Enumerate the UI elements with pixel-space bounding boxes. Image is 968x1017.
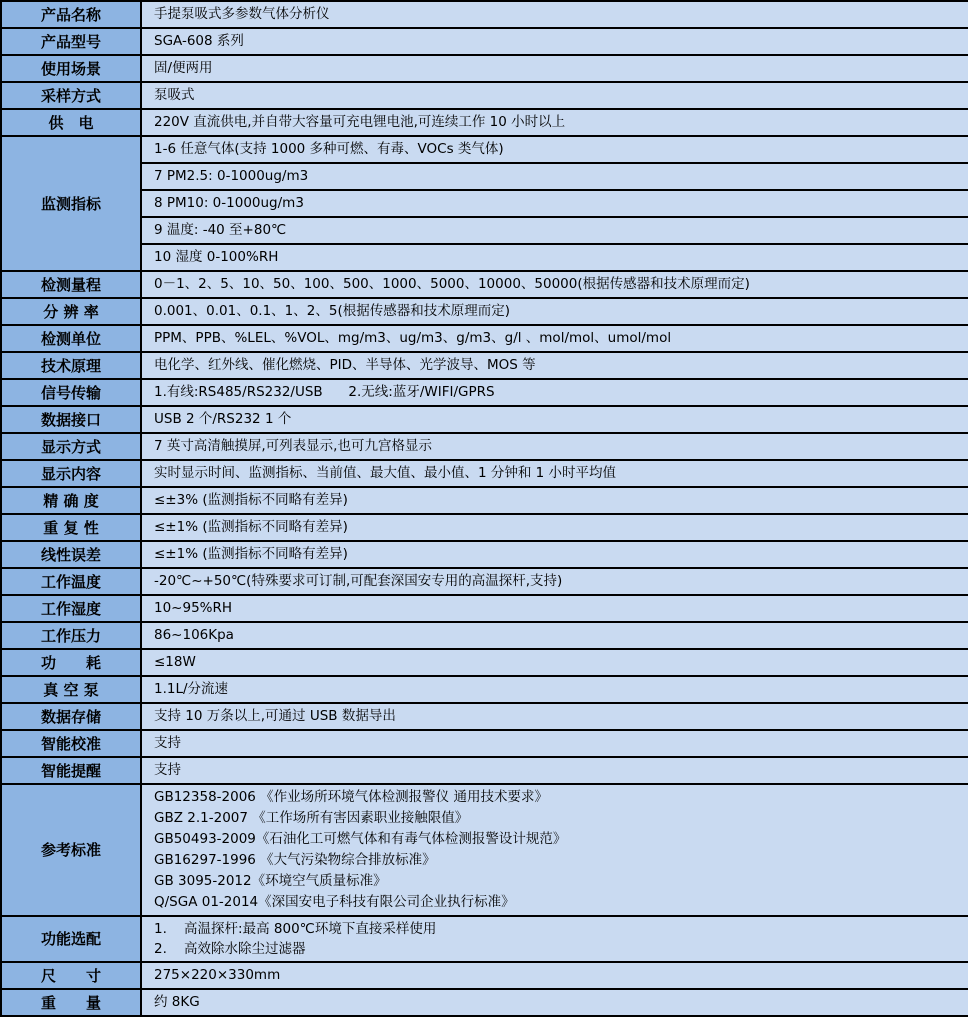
spec-label: 功 耗 — [1, 649, 141, 676]
spec-value-line: 2. 高效除水除尘过滤器 — [154, 941, 306, 957]
table-row — [1, 989, 968, 1016]
spec-value: ≤18W — [141, 649, 968, 676]
spec-value-line: 1. 高温探杆:最高 800℃环境下直接采样使用 — [154, 921, 437, 937]
spec-label: 检测单位 — [1, 325, 141, 352]
table-row — [1, 271, 968, 298]
spec-value: USB 2 个/RS232 1 个 — [141, 406, 968, 433]
spec-value-line: GB50493-2009《石油化工可燃气体和有毒气体检测报警设计规范》 — [154, 831, 567, 847]
spec-value: 泵吸式 — [141, 82, 968, 109]
table-row — [1, 622, 968, 649]
spec-value: 1.1L/分流速 — [141, 676, 968, 703]
spec-label: 工作湿度 — [1, 595, 141, 622]
spec-value: 支持 — [141, 757, 968, 784]
spec-value: 电化学、红外线、催化燃烧、PID、半导体、光学波导、MOS 等 — [141, 352, 968, 379]
spec-label: 分 辨 率 — [1, 298, 141, 325]
spec-label: 检测量程 — [1, 271, 141, 298]
spec-label: 产品名称 — [1, 1, 141, 28]
spec-value: 0－1、2、5、10、50、100、500、1000、5000、10000、50000(根据传感器和技术原理而定) — [141, 271, 968, 298]
table-row — [1, 298, 968, 325]
table-row — [1, 487, 968, 514]
table-row — [1, 962, 968, 989]
spec-label: 供 电 — [1, 109, 141, 136]
spec-label: 参考标准 — [1, 784, 141, 916]
spec-value-line: GB12358-2006 《作业场所环境气体检测报警仪 通用技术要求》 — [154, 789, 548, 805]
spec-label: 数据接口 — [1, 406, 141, 433]
table-row — [1, 136, 968, 163]
table-row — [1, 676, 968, 703]
spec-value: 7 英寸高清触摸屏,可列表显示,也可九宫格显示 — [141, 433, 968, 460]
table-row — [1, 784, 968, 916]
table-row — [1, 82, 968, 109]
spec-value: 9 温度: -40 至+80℃ — [141, 217, 968, 244]
spec-value-line: GB 3095-2012《环境空气质量标准》 — [154, 873, 387, 889]
spec-label: 智能提醒 — [1, 757, 141, 784]
spec-label: 重 量 — [1, 989, 141, 1016]
table-row — [1, 757, 968, 784]
spec-label: 显示方式 — [1, 433, 141, 460]
spec-value: 10~95%RH — [141, 595, 968, 622]
table-row — [1, 244, 968, 271]
spec-value: 支持 10 万条以上,可通过 USB 数据导出 — [141, 703, 968, 730]
spec-value: 1.有线:RS485/RS232/USB 2.无线:蓝牙/WIFI/GPRS — [141, 379, 968, 406]
table-row — [1, 1, 968, 28]
spec-value: 86~106Kpa — [141, 622, 968, 649]
table-row — [1, 163, 968, 190]
spec-value: 220V 直流供电,并自带大容量可充电锂电池,可连续工作 10 小时以上 — [141, 109, 968, 136]
spec-value: 8 PM10: 0-1000ug/m3 — [141, 190, 968, 217]
spec-label: 采样方式 — [1, 82, 141, 109]
spec-label: 真 空 泵 — [1, 676, 141, 703]
spec-value: ≤±3% (监测指标不同略有差异) — [141, 487, 968, 514]
table-row — [1, 28, 968, 55]
spec-value: SGA-608 系列 — [141, 28, 968, 55]
spec-label: 尺 寸 — [1, 962, 141, 989]
spec-label: 智能校准 — [1, 730, 141, 757]
table-row — [1, 379, 968, 406]
spec-value: 实时显示时间、监测指标、当前值、最大值、最小值、1 分钟和 1 小时平均值 — [141, 460, 968, 487]
spec-label: 技术原理 — [1, 352, 141, 379]
spec-value: -20℃~+50℃(特殊要求可订制,可配套深国安专用的高温探杆,支持) — [141, 568, 968, 595]
table-row — [1, 325, 968, 352]
spec-value: 手提泵吸式多参数气体分析仪 — [141, 1, 968, 28]
spec-value: ≤±1% (监测指标不同略有差异) — [141, 514, 968, 541]
spec-label: 显示内容 — [1, 460, 141, 487]
spec-value: 约 8KG — [141, 989, 968, 1016]
spec-label: 使用场景 — [1, 55, 141, 82]
table-row — [1, 703, 968, 730]
spec-value: 固/便两用 — [141, 55, 968, 82]
table-row — [1, 406, 968, 433]
spec-value: 1-6 任意气体(支持 1000 多种可燃、有毒、VOCs 类气体) — [141, 136, 968, 163]
table-row — [1, 649, 968, 676]
spec-label: 信号传输 — [1, 379, 141, 406]
table-row — [1, 514, 968, 541]
spec-value-line: Q/SGA 01-2014《深国安电子科技有限公司企业执行标准》 — [154, 894, 515, 910]
table-row — [1, 460, 968, 487]
spec-label: 数据存储 — [1, 703, 141, 730]
spec-value — [141, 916, 968, 962]
table-row — [1, 568, 968, 595]
spec-label: 工作压力 — [1, 622, 141, 649]
table-row — [1, 541, 968, 568]
spec-value: 支持 — [141, 730, 968, 757]
spec-label: 功能选配 — [1, 916, 141, 962]
table-row — [1, 190, 968, 217]
spec-value-line: GB16297-1996 《大气污染物综合排放标准》 — [154, 852, 436, 868]
spec-value: 10 湿度 0-100%RH — [141, 244, 968, 271]
spec-value: 275×220×330mm — [141, 962, 968, 989]
spec-label: 精 确 度 — [1, 487, 141, 514]
spec-label: 监测指标 — [1, 136, 141, 271]
table-row — [1, 217, 968, 244]
table-row — [1, 730, 968, 757]
table-row — [1, 433, 968, 460]
spec-value: 7 PM2.5: 0-1000ug/m3 — [141, 163, 968, 190]
spec-value — [141, 784, 968, 916]
table-row — [1, 55, 968, 82]
spec-value-line: GBZ 2.1-2007 《工作场所有害因素职业接触限值》 — [154, 810, 469, 826]
spec-label: 重 复 性 — [1, 514, 141, 541]
spec-value: ≤±1% (监测指标不同略有差异) — [141, 541, 968, 568]
spec-value: 0.001、0.01、0.1、1、2、5(根据传感器和技术原理而定) — [141, 298, 968, 325]
spec-label: 产品型号 — [1, 28, 141, 55]
spec-label: 工作温度 — [1, 568, 141, 595]
table-row — [1, 109, 968, 136]
table-row — [1, 595, 968, 622]
spec-table-body — [1, 1, 968, 1016]
spec-label: 线性误差 — [1, 541, 141, 568]
table-row — [1, 916, 968, 962]
table-row — [1, 352, 968, 379]
spec-value: PPM、PPB、%LEL、%VOL、mg/m3、ug/m3、g/m3、g/l 、mol/mol、umol/mol — [141, 325, 968, 352]
